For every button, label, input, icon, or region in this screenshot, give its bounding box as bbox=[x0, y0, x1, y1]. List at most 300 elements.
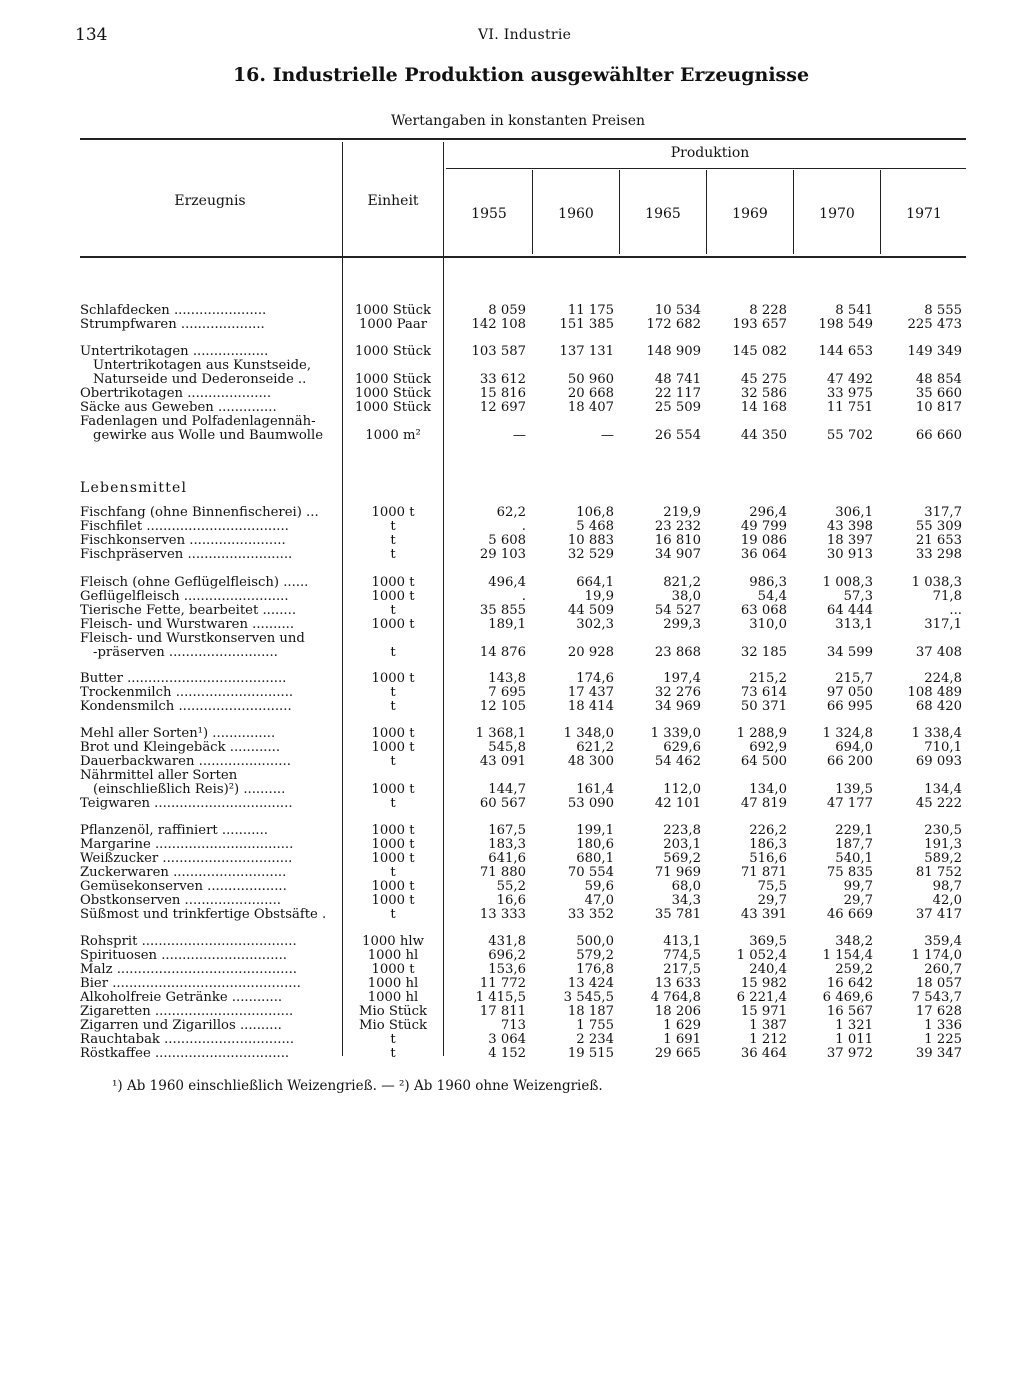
value-cell-1965: 71 969 bbox=[654, 865, 701, 880]
value-cell-1955: 15 816 bbox=[479, 386, 526, 401]
value-cell-1971: 45 222 bbox=[915, 796, 962, 811]
value-cell-1969: 44 350 bbox=[740, 428, 787, 443]
value-cell-1969: 986,3 bbox=[749, 575, 787, 590]
value-cell-1969: 310,0 bbox=[749, 617, 787, 632]
value-cell-1969: 1 212 bbox=[749, 1032, 787, 1047]
value-cell-1970: 16 567 bbox=[826, 1004, 873, 1019]
value-cell-1960: 680,1 bbox=[576, 851, 614, 866]
value-cell-1970: 18 397 bbox=[826, 533, 873, 548]
value-cell-1965: 172 682 bbox=[646, 317, 701, 332]
table-row bbox=[0, 769, 1024, 783]
value-cell-1955: 144,7 bbox=[488, 782, 526, 797]
value-cell-1971: 68 420 bbox=[915, 699, 962, 714]
value-cell-1969: 15 971 bbox=[740, 1004, 787, 1019]
value-cell-1960: 2 234 bbox=[576, 1032, 614, 1047]
value-cell-1969: 1 387 bbox=[749, 1018, 787, 1033]
unit-cell: 1000 t bbox=[371, 740, 415, 755]
product-name: gewirke aus Wolle und Baumwolle bbox=[93, 429, 324, 443]
table-row bbox=[0, 576, 1024, 590]
value-cell-1965: 217,5 bbox=[663, 962, 701, 977]
value-cell-1971: 71,8 bbox=[932, 589, 962, 604]
unit-cell: t bbox=[390, 533, 396, 548]
value-cell-1960: 5 468 bbox=[576, 519, 614, 534]
value-cell-1965: 54 462 bbox=[654, 754, 701, 769]
table-row bbox=[0, 672, 1024, 686]
value-cell-1955: 5 608 bbox=[488, 533, 526, 548]
product-name: Gemüsekonserven ................... bbox=[80, 880, 287, 894]
value-cell-1970: 75 835 bbox=[826, 865, 873, 880]
value-cell-1970: 97 050 bbox=[826, 685, 873, 700]
product-name: Fadenlagen und Polfadenlagennäh- bbox=[80, 415, 316, 429]
value-cell-1969: 186,3 bbox=[749, 837, 787, 852]
header-year-1955: 1955 bbox=[471, 206, 507, 222]
value-cell-1955: 3 064 bbox=[488, 1032, 526, 1047]
value-cell-1969: 296,4 bbox=[749, 505, 787, 520]
value-cell-1970: 30 913 bbox=[826, 547, 873, 562]
table-row bbox=[0, 824, 1024, 838]
value-cell-1955: 696,2 bbox=[488, 948, 526, 963]
value-cell-1960: 161,4 bbox=[576, 782, 614, 797]
value-cell-1971: 108 489 bbox=[907, 685, 962, 700]
value-cell-1955: 33 612 bbox=[479, 372, 526, 387]
product-name: Pflanzenöl, raffiniert ........... bbox=[80, 824, 268, 838]
table-row bbox=[0, 797, 1024, 811]
value-cell-1970: 47 177 bbox=[826, 796, 873, 811]
header-year-1970: 1970 bbox=[819, 206, 855, 222]
value-cell-1965: 68,0 bbox=[671, 879, 701, 894]
product-name: Dauerbackwaren ...................... bbox=[80, 755, 291, 769]
unit-cell: t bbox=[390, 519, 396, 534]
value-cell-1970: 57,3 bbox=[843, 589, 873, 604]
unit-cell: t bbox=[390, 1046, 396, 1061]
value-cell-1969: 516,6 bbox=[749, 851, 787, 866]
value-cell-1970: 37 972 bbox=[826, 1046, 873, 1061]
value-cell-1969: 54,4 bbox=[757, 589, 787, 604]
value-cell-1969: 36 464 bbox=[740, 1046, 787, 1061]
value-cell-1970: 6 469,6 bbox=[822, 990, 873, 1005]
value-cell-1970: 99,7 bbox=[843, 879, 873, 894]
product-name: Mehl aller Sorten¹) ............... bbox=[80, 727, 276, 741]
value-cell-1955: 11 772 bbox=[479, 976, 526, 991]
value-cell-1955: 55,2 bbox=[496, 879, 526, 894]
product-name: Kondensmilch ........................... bbox=[80, 700, 292, 714]
value-cell-1969: 36 064 bbox=[740, 547, 787, 562]
value-cell-1960: 17 437 bbox=[567, 685, 614, 700]
table-title: 16. Industrielle Produktion ausgewählter Erzeugnisse bbox=[232, 64, 810, 86]
table-row bbox=[0, 991, 1024, 1005]
unit-cell: 1000 t bbox=[371, 589, 415, 604]
value-cell-1969: 73 614 bbox=[740, 685, 787, 700]
value-cell-1965: 112,0 bbox=[663, 782, 701, 797]
value-cell-1965: 54 527 bbox=[654, 603, 701, 618]
unit-cell: 1000 t bbox=[371, 893, 415, 908]
table-row bbox=[0, 304, 1024, 318]
value-cell-1971: 69 093 bbox=[915, 754, 962, 769]
value-cell-1960: 20 668 bbox=[567, 386, 614, 401]
product-name: Naturseide und Dederonseide .. bbox=[93, 373, 307, 387]
table-row bbox=[0, 401, 1024, 415]
value-cell-1955: . bbox=[521, 519, 526, 534]
value-cell-1965: 34 907 bbox=[654, 547, 701, 562]
table-row bbox=[0, 646, 1024, 660]
value-cell-1955: 189,1 bbox=[488, 617, 526, 632]
value-cell-1960: 47,0 bbox=[584, 893, 614, 908]
value-cell-1965: 29 665 bbox=[654, 1046, 701, 1061]
value-cell-1955: 4 152 bbox=[488, 1046, 526, 1061]
value-cell-1955: 17 811 bbox=[479, 1004, 526, 1019]
value-cell-1955: 7 695 bbox=[488, 685, 526, 700]
product-name: Säcke aus Geweben .............. bbox=[80, 401, 277, 415]
value-cell-1960: 13 424 bbox=[567, 976, 614, 991]
table-row bbox=[0, 387, 1024, 401]
value-cell-1960: 59,6 bbox=[584, 879, 614, 894]
table-row bbox=[0, 506, 1024, 520]
value-cell-1970: 215,7 bbox=[835, 671, 873, 686]
unit-cell: 1000 Stück bbox=[355, 344, 431, 359]
value-cell-1965: 569,2 bbox=[663, 851, 701, 866]
product-name: Obstkonserven ....................... bbox=[80, 894, 281, 908]
value-cell-1965: 13 633 bbox=[654, 976, 701, 991]
value-cell-1960: 50 960 bbox=[567, 372, 614, 387]
value-cell-1971: 1 338,4 bbox=[911, 726, 962, 741]
table-row bbox=[0, 894, 1024, 908]
value-cell-1955: 12 697 bbox=[479, 400, 526, 415]
value-cell-1955: 183,3 bbox=[488, 837, 526, 852]
product-name: Fleisch (ohne Geflügelfleisch) ...... bbox=[80, 576, 309, 590]
value-cell-1965: 1 691 bbox=[663, 1032, 701, 1047]
value-cell-1960: 44 509 bbox=[567, 603, 614, 618]
product-name: Alkoholfreie Getränke ............ bbox=[80, 991, 283, 1005]
table-row bbox=[0, 727, 1024, 741]
unit-cell: 1000 t bbox=[371, 837, 415, 852]
value-cell-1970: 46 669 bbox=[826, 907, 873, 922]
unit-cell: 1000 Paar bbox=[358, 317, 428, 332]
unit-cell: 1000 hl bbox=[367, 948, 419, 963]
value-cell-1965: 35 781 bbox=[654, 907, 701, 922]
value-cell-1971: 317,7 bbox=[924, 505, 962, 520]
value-cell-1969: 32 185 bbox=[740, 645, 787, 660]
unit-cell: 1000 t bbox=[371, 505, 415, 520]
table-row bbox=[0, 866, 1024, 880]
product-name: Fischfang (ohne Binnenfischerei) ... bbox=[80, 506, 319, 520]
header-unit: Einheit bbox=[367, 193, 419, 209]
value-cell-1960: 579,2 bbox=[576, 948, 614, 963]
value-cell-1960: 137 131 bbox=[559, 344, 614, 359]
value-cell-1971: 710,1 bbox=[924, 740, 962, 755]
table-row bbox=[0, 534, 1024, 548]
value-cell-1965: 821,2 bbox=[663, 575, 701, 590]
value-cell-1969: 29,7 bbox=[757, 893, 787, 908]
product-name: Fleisch- und Wurstkonserven und bbox=[80, 632, 305, 646]
value-cell-1960: 33 352 bbox=[567, 907, 614, 922]
value-cell-1965: 1 339,0 bbox=[650, 726, 701, 741]
product-name: Zuckerwaren ........................... bbox=[80, 866, 287, 880]
value-cell-1970: 16 642 bbox=[826, 976, 873, 991]
unit-cell: t bbox=[390, 685, 396, 700]
value-cell-1971: 17 628 bbox=[915, 1004, 962, 1019]
value-cell-1970: 1 321 bbox=[835, 1018, 873, 1033]
product-name: Butter ...................................... bbox=[80, 672, 287, 686]
value-cell-1969: 19 086 bbox=[740, 533, 787, 548]
value-cell-1960: 20 928 bbox=[567, 645, 614, 660]
unit-cell: 1000 Stück bbox=[355, 400, 431, 415]
value-cell-1955: 60 567 bbox=[479, 796, 526, 811]
product-name: Schlafdecken ...................... bbox=[80, 304, 267, 318]
value-cell-1955: — bbox=[512, 428, 526, 443]
value-cell-1970: 694,0 bbox=[835, 740, 873, 755]
unit-cell: 1000 t bbox=[371, 671, 415, 686]
value-cell-1960: 1 755 bbox=[576, 1018, 614, 1033]
value-cell-1970: 1 008,3 bbox=[822, 575, 873, 590]
product-name: Teigwaren ................................. bbox=[80, 797, 293, 811]
value-cell-1971: 55 309 bbox=[915, 519, 962, 534]
value-cell-1965: 22 117 bbox=[654, 386, 701, 401]
table-row bbox=[0, 852, 1024, 866]
value-cell-1969: 692,9 bbox=[749, 740, 787, 755]
value-cell-1971: 1 174,0 bbox=[911, 948, 962, 963]
value-cell-1955: 496,4 bbox=[488, 575, 526, 590]
value-cell-1965: 48 741 bbox=[654, 372, 701, 387]
header-year-1969: 1969 bbox=[732, 206, 768, 222]
product-name: Brot und Kleingebäck ............ bbox=[80, 741, 281, 755]
value-cell-1955: 1 415,5 bbox=[475, 990, 526, 1005]
value-cell-1965: 32 276 bbox=[654, 685, 701, 700]
value-cell-1971: 18 057 bbox=[915, 976, 962, 991]
value-cell-1970: 144 653 bbox=[818, 344, 873, 359]
unit-cell: 1000 Stück bbox=[355, 386, 431, 401]
value-cell-1971: 33 298 bbox=[915, 547, 962, 562]
table-row bbox=[0, 415, 1024, 429]
header-year-1971: 1971 bbox=[906, 206, 942, 222]
value-cell-1955: . bbox=[521, 589, 526, 604]
value-cell-1971: 37 408 bbox=[915, 645, 962, 660]
value-cell-1965: 23 232 bbox=[654, 519, 701, 534]
value-cell-1969: 43 391 bbox=[740, 907, 787, 922]
value-cell-1960: 3 545,5 bbox=[563, 990, 614, 1005]
value-cell-1955: 62,2 bbox=[496, 505, 526, 520]
value-cell-1960: 18 187 bbox=[567, 1004, 614, 1019]
value-cell-1971: 359,4 bbox=[924, 934, 962, 949]
header-year-1965: 1965 bbox=[645, 206, 681, 222]
value-cell-1970: 55 702 bbox=[826, 428, 873, 443]
product-name: Tierische Fette, bearbeitet ........ bbox=[80, 604, 297, 618]
product-name: Obertrikotagen .................... bbox=[80, 387, 272, 401]
value-cell-1969: 49 799 bbox=[740, 519, 787, 534]
product-name: Strumpfwaren .................... bbox=[80, 318, 265, 332]
value-cell-1970: 33 975 bbox=[826, 386, 873, 401]
value-cell-1971: 149 349 bbox=[907, 344, 962, 359]
unit-cell: 1000 t bbox=[371, 617, 415, 632]
running-head: VI. Industrie bbox=[478, 27, 572, 43]
value-cell-1969: 134,0 bbox=[749, 782, 787, 797]
value-cell-1965: 413,1 bbox=[663, 934, 701, 949]
product-name: Röstkaffee ................................ bbox=[80, 1047, 290, 1061]
unit-cell: 1000 hl bbox=[367, 990, 419, 1005]
unit-cell: Mio Stück bbox=[358, 1004, 428, 1019]
value-cell-1965: 1 629 bbox=[663, 1018, 701, 1033]
table-row bbox=[0, 548, 1024, 562]
table-row bbox=[0, 949, 1024, 963]
table-row bbox=[0, 686, 1024, 700]
unit-cell: 1000 hlw bbox=[362, 934, 424, 949]
unit-cell: t bbox=[390, 645, 396, 660]
value-cell-1970: 8 541 bbox=[835, 303, 873, 318]
table-row bbox=[0, 373, 1024, 387]
value-cell-1970: 47 492 bbox=[826, 372, 873, 387]
value-cell-1969: 215,2 bbox=[749, 671, 787, 686]
value-cell-1955: 16,6 bbox=[496, 893, 526, 908]
value-cell-1955: 143,8 bbox=[488, 671, 526, 686]
value-cell-1971: 1 225 bbox=[924, 1032, 962, 1047]
value-cell-1960: 621,2 bbox=[576, 740, 614, 755]
value-cell-1971: ... bbox=[949, 603, 962, 618]
value-cell-1960: 19,9 bbox=[584, 589, 614, 604]
value-cell-1960: 48 300 bbox=[567, 754, 614, 769]
footnote: ¹) Ab 1960 einschließlich Weizengrieß. — ²) Ab 1960 ohne Weizengrieß. bbox=[112, 1078, 603, 1094]
value-cell-1955: 641,6 bbox=[488, 851, 526, 866]
value-cell-1969: 1 288,9 bbox=[736, 726, 787, 741]
product-name: Fischfilet .................................. bbox=[80, 520, 289, 534]
value-cell-1971: 48 854 bbox=[915, 372, 962, 387]
unit-cell: 1000 t bbox=[371, 823, 415, 838]
unit-cell: Mio Stück bbox=[358, 1018, 428, 1033]
value-cell-1965: 42 101 bbox=[654, 796, 701, 811]
value-cell-1955: 14 876 bbox=[479, 645, 526, 660]
table-row bbox=[0, 590, 1024, 604]
value-cell-1970: 348,2 bbox=[835, 934, 873, 949]
product-name: Rauchtabak ............................... bbox=[80, 1033, 295, 1047]
section-heading-lebensmittel: Lebensmittel bbox=[80, 480, 188, 496]
table-row bbox=[0, 838, 1024, 852]
value-cell-1955: 71 880 bbox=[479, 865, 526, 880]
value-cell-1969: 369,5 bbox=[749, 934, 787, 949]
value-cell-1969: 15 982 bbox=[740, 976, 787, 991]
value-cell-1969: 45 275 bbox=[740, 372, 787, 387]
product-name: Untertrikotagen .................. bbox=[80, 345, 269, 359]
value-cell-1965: 16 810 bbox=[654, 533, 701, 548]
value-cell-1955: 8 059 bbox=[488, 303, 526, 318]
value-cell-1971: 42,0 bbox=[932, 893, 962, 908]
value-cell-1960: 32 529 bbox=[567, 547, 614, 562]
table-row bbox=[0, 783, 1024, 797]
product-name: Nährmittel aller Sorten bbox=[80, 769, 238, 783]
value-cell-1960: 174,6 bbox=[576, 671, 614, 686]
value-cell-1955: 142 108 bbox=[471, 317, 526, 332]
value-cell-1960: 70 554 bbox=[567, 865, 614, 880]
unit-cell: 1000 t bbox=[371, 879, 415, 894]
value-cell-1955: 35 855 bbox=[479, 603, 526, 618]
product-name: Bier ............................................. bbox=[80, 977, 301, 991]
value-cell-1960: 53 090 bbox=[567, 796, 614, 811]
value-cell-1971: 98,7 bbox=[932, 879, 962, 894]
value-cell-1971: 35 660 bbox=[915, 386, 962, 401]
value-cell-1965: 774,5 bbox=[663, 948, 701, 963]
value-cell-1965: 23 868 bbox=[654, 645, 701, 660]
value-cell-1970: 1 324,8 bbox=[822, 726, 873, 741]
page-number: 134 bbox=[75, 25, 108, 45]
value-cell-1971: 230,5 bbox=[924, 823, 962, 838]
value-cell-1969: 193 657 bbox=[732, 317, 787, 332]
value-cell-1970: 66 200 bbox=[826, 754, 873, 769]
value-cell-1965: 18 206 bbox=[654, 1004, 701, 1019]
value-cell-1965: 34,3 bbox=[671, 893, 701, 908]
value-cell-1955: 153,6 bbox=[488, 962, 526, 977]
value-cell-1955: 167,5 bbox=[488, 823, 526, 838]
value-cell-1955: 1 368,1 bbox=[475, 726, 526, 741]
value-cell-1970: 198 549 bbox=[818, 317, 873, 332]
value-cell-1965: 197,4 bbox=[663, 671, 701, 686]
table-row bbox=[0, 908, 1024, 922]
value-cell-1971: 1 038,3 bbox=[911, 575, 962, 590]
value-cell-1971: 317,1 bbox=[924, 617, 962, 632]
unit-cell: t bbox=[390, 603, 396, 618]
value-cell-1971: 8 555 bbox=[924, 303, 962, 318]
value-cell-1969: 226,2 bbox=[749, 823, 787, 838]
value-cell-1971: 7 543,7 bbox=[911, 990, 962, 1005]
product-name: Zigaretten ................................. bbox=[80, 1005, 294, 1019]
unit-cell: 1000 t bbox=[371, 726, 415, 741]
value-cell-1971: 1 336 bbox=[924, 1018, 962, 1033]
table-top-rule bbox=[80, 138, 966, 140]
value-cell-1969: 64 500 bbox=[740, 754, 787, 769]
header-product: Erzeugnis bbox=[174, 193, 246, 209]
value-cell-1960: — bbox=[600, 428, 614, 443]
table-row bbox=[0, 359, 1024, 373]
unit-cell: 1000 m² bbox=[365, 428, 421, 443]
value-cell-1965: 219,9 bbox=[663, 505, 701, 520]
value-cell-1965: 203,1 bbox=[663, 837, 701, 852]
unit-cell: 1000 Stück bbox=[355, 303, 431, 318]
table-row bbox=[0, 345, 1024, 359]
table-row bbox=[0, 1047, 1024, 1061]
value-cell-1970: 229,1 bbox=[835, 823, 873, 838]
product-name: Untertrikotagen aus Kunstseide, bbox=[93, 359, 312, 373]
unit-cell: t bbox=[390, 796, 396, 811]
value-cell-1955: 29 103 bbox=[479, 547, 526, 562]
unit-cell: t bbox=[390, 865, 396, 880]
table-subtitle: Wertangaben in konstanten Preisen bbox=[390, 113, 646, 129]
value-cell-1970: 313,1 bbox=[835, 617, 873, 632]
value-cell-1960: 10 883 bbox=[567, 533, 614, 548]
value-cell-1960: 106,8 bbox=[576, 505, 614, 520]
value-cell-1969: 47 819 bbox=[740, 796, 787, 811]
value-cell-1969: 71 871 bbox=[740, 865, 787, 880]
value-cell-1960: 664,1 bbox=[576, 575, 614, 590]
value-cell-1971: 39 347 bbox=[915, 1046, 962, 1061]
table-row bbox=[0, 1005, 1024, 1019]
value-cell-1965: 26 554 bbox=[654, 428, 701, 443]
unit-cell: t bbox=[390, 547, 396, 562]
value-cell-1969: 8 228 bbox=[749, 303, 787, 318]
value-cell-1955: 545,8 bbox=[488, 740, 526, 755]
production-header-rule bbox=[446, 168, 966, 169]
value-cell-1971: 225 473 bbox=[907, 317, 962, 332]
value-cell-1971: 191,3 bbox=[924, 837, 962, 852]
value-cell-1969: 32 586 bbox=[740, 386, 787, 401]
value-cell-1960: 1 348,0 bbox=[563, 726, 614, 741]
table-row bbox=[0, 1019, 1024, 1033]
value-cell-1960: 199,1 bbox=[576, 823, 614, 838]
product-name: Spirituosen .............................. bbox=[80, 949, 287, 963]
unit-cell: 1000 Stück bbox=[355, 372, 431, 387]
value-cell-1965: 299,3 bbox=[663, 617, 701, 632]
value-cell-1960: 11 175 bbox=[567, 303, 614, 318]
value-cell-1969: 50 371 bbox=[740, 699, 787, 714]
value-cell-1971: 134,4 bbox=[924, 782, 962, 797]
product-name: (einschließlich Reis)²) .......... bbox=[93, 783, 286, 797]
table-row bbox=[0, 632, 1024, 646]
table-row bbox=[0, 1033, 1024, 1047]
